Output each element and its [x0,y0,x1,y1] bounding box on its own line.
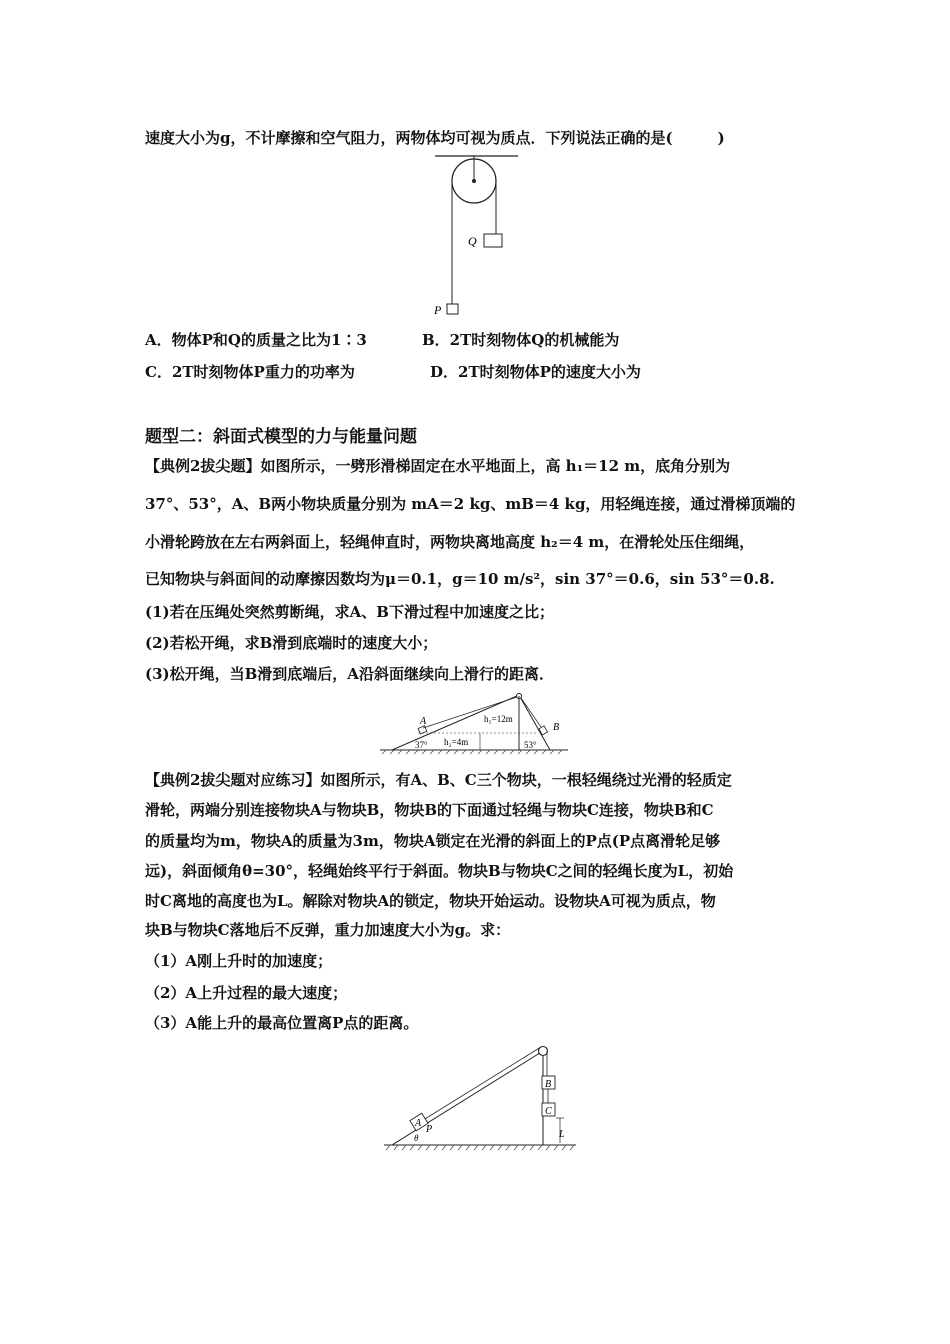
example-line: (3)松开绳，当B滑到底端后，A沿斜面继续向上滑行的距离． [145,665,554,683]
practice-line: 滑轮，两端分别连接物块A与物块B，物块B的下面通过轻绳与物块C连接，物块B和C [145,801,714,819]
example-line: 37°、53°，A、B两小物块质量分别为 mA＝2 kg、mB＝4 kg，用轻绳连接，通过滑梯顶端的 [145,495,796,513]
pulley-figure [420,150,530,320]
q1-intro: 速度大小为g，不计摩擦和空气阻力，两物体均可视为质点．下列说法正确的是( ) [145,129,725,147]
practice-line: 时C离地的高度也为L。解除对物块A的锁定，物块开始运动。设物块A可视为质点，物 [145,892,716,910]
practice-line: （1）A刚上升时的加速度； [145,952,333,970]
practice-line: 块B与物块C落地后不反弹，重力加速度大小为g。求： [145,921,511,939]
angle-37: 37° [415,740,428,750]
practice-line: 远)，斜面倾角θ=30°，轻绳始终平行于斜面。物块B与物块C之间的轻绳长度为L，初始 [145,862,734,880]
wedge-label-a: A [420,716,427,727]
practice-line: 【典例2拔尖题对应练习】如图所示，有A、B、C三个物块，一根轻绳绕过光滑的轻质定 [145,771,732,789]
example-line: (1)若在压绳处突然剪断绳，求A、B下滑过程中加速度之比； [145,603,554,621]
example-line: (2)若松开绳，求B滑到底端时的速度大小； [145,634,438,652]
example-line: 已知物块与斜面间的动摩擦因数均为μ＝0.1，g＝10 m/s²，sin 37°＝0.6，sin 53°＝0.8. [145,570,775,588]
label-p: P [434,303,442,317]
wedge-label-b: B [553,722,560,733]
example-line: 小滑轮跨放在左右两斜面上，轻绳伸直时，两物块离地高度 h₂＝4 m，在滑轮处压住细绳， [145,533,755,551]
label-l: L [559,1129,565,1140]
incline-label-c: C [545,1106,552,1117]
section-heading: 题型二：斜面式模型的力与能量问题 [145,427,417,447]
incline-label-b: B [545,1079,552,1090]
example-line: 【典例2拔尖题】如图所示，一劈形滑梯固定在水平地面上，高 h₁＝12 m，底角分别为 [145,457,731,475]
practice-line: （3）A能上升的最高位置离P点的距离。 [145,1014,419,1032]
label-q: Q [468,234,477,248]
angle-53: 53° [524,740,537,750]
incline-label-p: P [426,1124,433,1135]
practice-line: 的质量均为m，物块A的质量为3m，物块A锁定在光滑的斜面上的P点(P点离滑轮足够 [145,832,721,850]
option-a: A．物体P和Q的质量之比为1∶3 [145,331,367,349]
option-b: B．2T时刻物体Q的机械能为 [422,331,620,349]
practice-line: （2）A上升过程的最大速度； [145,984,348,1002]
label-theta: θ [414,1133,419,1143]
wedge-figure [380,690,570,760]
label-h1: h₁=12m [484,714,513,724]
option-d: D．2T时刻物体P的速度大小为 [430,363,641,381]
label-h2: h₂=4m [444,737,469,747]
incline-label-a: A [415,1118,422,1129]
incline-figure [380,1040,580,1155]
option-c: C．2T时刻物体P重力的功率为 [145,363,355,381]
